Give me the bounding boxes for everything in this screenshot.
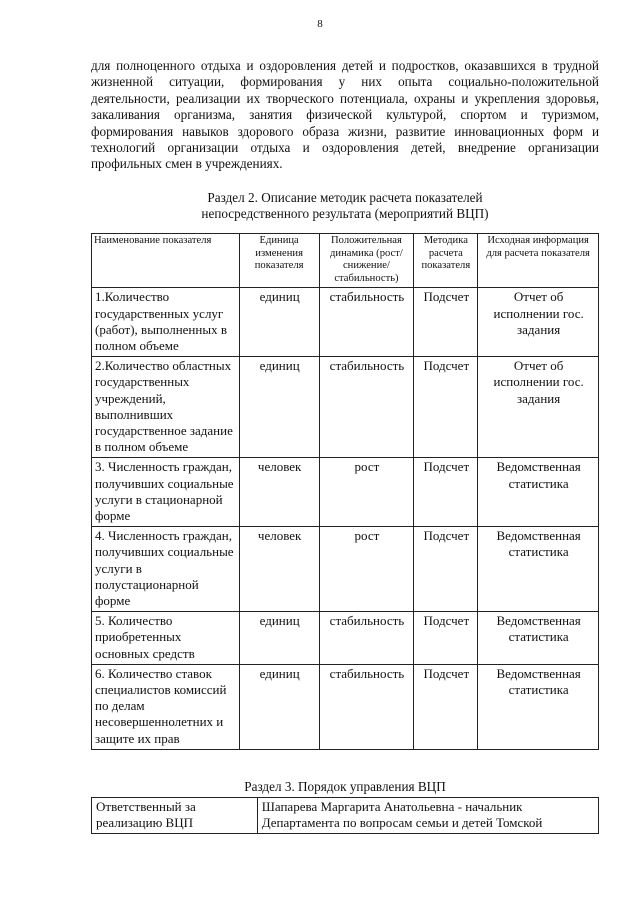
header-unit: Единица изменения показателя bbox=[239, 234, 319, 288]
indicator-source: Отчет об исполнении гос. задания bbox=[478, 288, 599, 357]
table-row bbox=[92, 288, 599, 357]
indicators-table bbox=[91, 233, 599, 750]
indicator-method: Подсчет bbox=[414, 612, 478, 665]
indicator-dynamics: рост bbox=[319, 527, 414, 612]
table-row bbox=[92, 527, 599, 612]
indicator-method: Подсчет bbox=[414, 458, 478, 527]
indicator-dynamics: стабильность bbox=[319, 664, 414, 749]
indicator-method: Подсчет bbox=[414, 288, 478, 357]
indicator-source: Ведомственная статистика bbox=[478, 458, 599, 527]
header-method: Методика расчета показателя bbox=[414, 234, 478, 288]
header-dynamics: Положительная динамика (рост/снижение/ стабильность) bbox=[319, 234, 414, 288]
management-table bbox=[91, 797, 599, 834]
header-source: Исходная информация для расчета показателя bbox=[478, 234, 599, 288]
responsible-label: Ответственный за реализацию ВЦП bbox=[92, 798, 258, 834]
indicator-dynamics: стабильность bbox=[319, 612, 414, 665]
indicator-name: 4. Численность граждан, получивших социальные услуги в полустационарной форме bbox=[92, 527, 240, 612]
indicator-unit: человек bbox=[239, 527, 319, 612]
intro-paragraph: для полноценного отдыха и оздоровления детей и подростков, оказавшихся в трудной жизненной ситуации, формирования у них опыта социально-положительной деятельности, реализации их творческого потенциала, охраны и укрепления здоровья, закаливания организма, занятия физической культурой, спортом и туризмом, формирования навыков здорового образа жизни, развитие инновационных форм и технологий организации отдыха и оздоровления детей, внедрение организации профильных смен в учреждениях. bbox=[91, 58, 599, 172]
table-row bbox=[92, 798, 599, 834]
indicator-source: Ведомственная статистика bbox=[478, 527, 599, 612]
table-row bbox=[92, 612, 599, 665]
indicator-unit: единиц bbox=[239, 288, 319, 357]
indicator-source: Ведомственная статистика bbox=[478, 612, 599, 665]
indicator-unit: единиц bbox=[239, 664, 319, 749]
header-indicator-name: Наименование показателя bbox=[92, 234, 240, 288]
section-3-title: Раздел 3. Порядок управления ВЦП bbox=[244, 779, 446, 794]
indicator-name: 3. Численность граждан, получивших социальные услуги в стационарной форме bbox=[92, 458, 240, 527]
indicator-source: Ведомственная статистика bbox=[478, 664, 599, 749]
page-number: 8 bbox=[317, 18, 323, 30]
indicator-dynamics: стабильность bbox=[319, 288, 414, 357]
indicator-dynamics: рост bbox=[319, 458, 414, 527]
responsible-value: Шапарева Маргарита Анатольевна - начальник Департамента по вопросам семьи и детей Томской bbox=[257, 798, 598, 834]
indicator-name: 5. Количество приобретенных основных средств bbox=[92, 612, 240, 665]
section-2-title bbox=[91, 190, 599, 223]
indicator-name: 1.Количество государственных услуг (работ), выполненных в полном объеме bbox=[92, 288, 240, 357]
indicator-unit: единиц bbox=[239, 357, 319, 458]
indicator-name: 6. Количество ставок специалистов комиссий по делам несовершеннолетних и защите их прав bbox=[92, 664, 240, 749]
indicator-method: Подсчет bbox=[414, 527, 478, 612]
table-row bbox=[92, 458, 599, 527]
table-row bbox=[92, 664, 599, 749]
indicator-unit: человек bbox=[239, 458, 319, 527]
section-2-title-line-1: Раздел 2. Описание методик расчета показателей bbox=[207, 190, 483, 205]
indicator-source: Отчет об исполнении гос. задания bbox=[478, 357, 599, 458]
indicator-method: Подсчет bbox=[414, 664, 478, 749]
indicator-name: 2.Количество областных государственных учреждений, выполнивших государственное задание в полном объеме bbox=[92, 357, 240, 458]
indicators-header-row bbox=[92, 234, 599, 288]
indicator-unit: единиц bbox=[239, 612, 319, 665]
indicator-method: Подсчет bbox=[414, 357, 478, 458]
table-row bbox=[92, 357, 599, 458]
indicator-dynamics: стабильность bbox=[319, 357, 414, 458]
section-2-title-line-2: непосредственного результата (мероприятий ВЦП) bbox=[201, 206, 489, 222]
